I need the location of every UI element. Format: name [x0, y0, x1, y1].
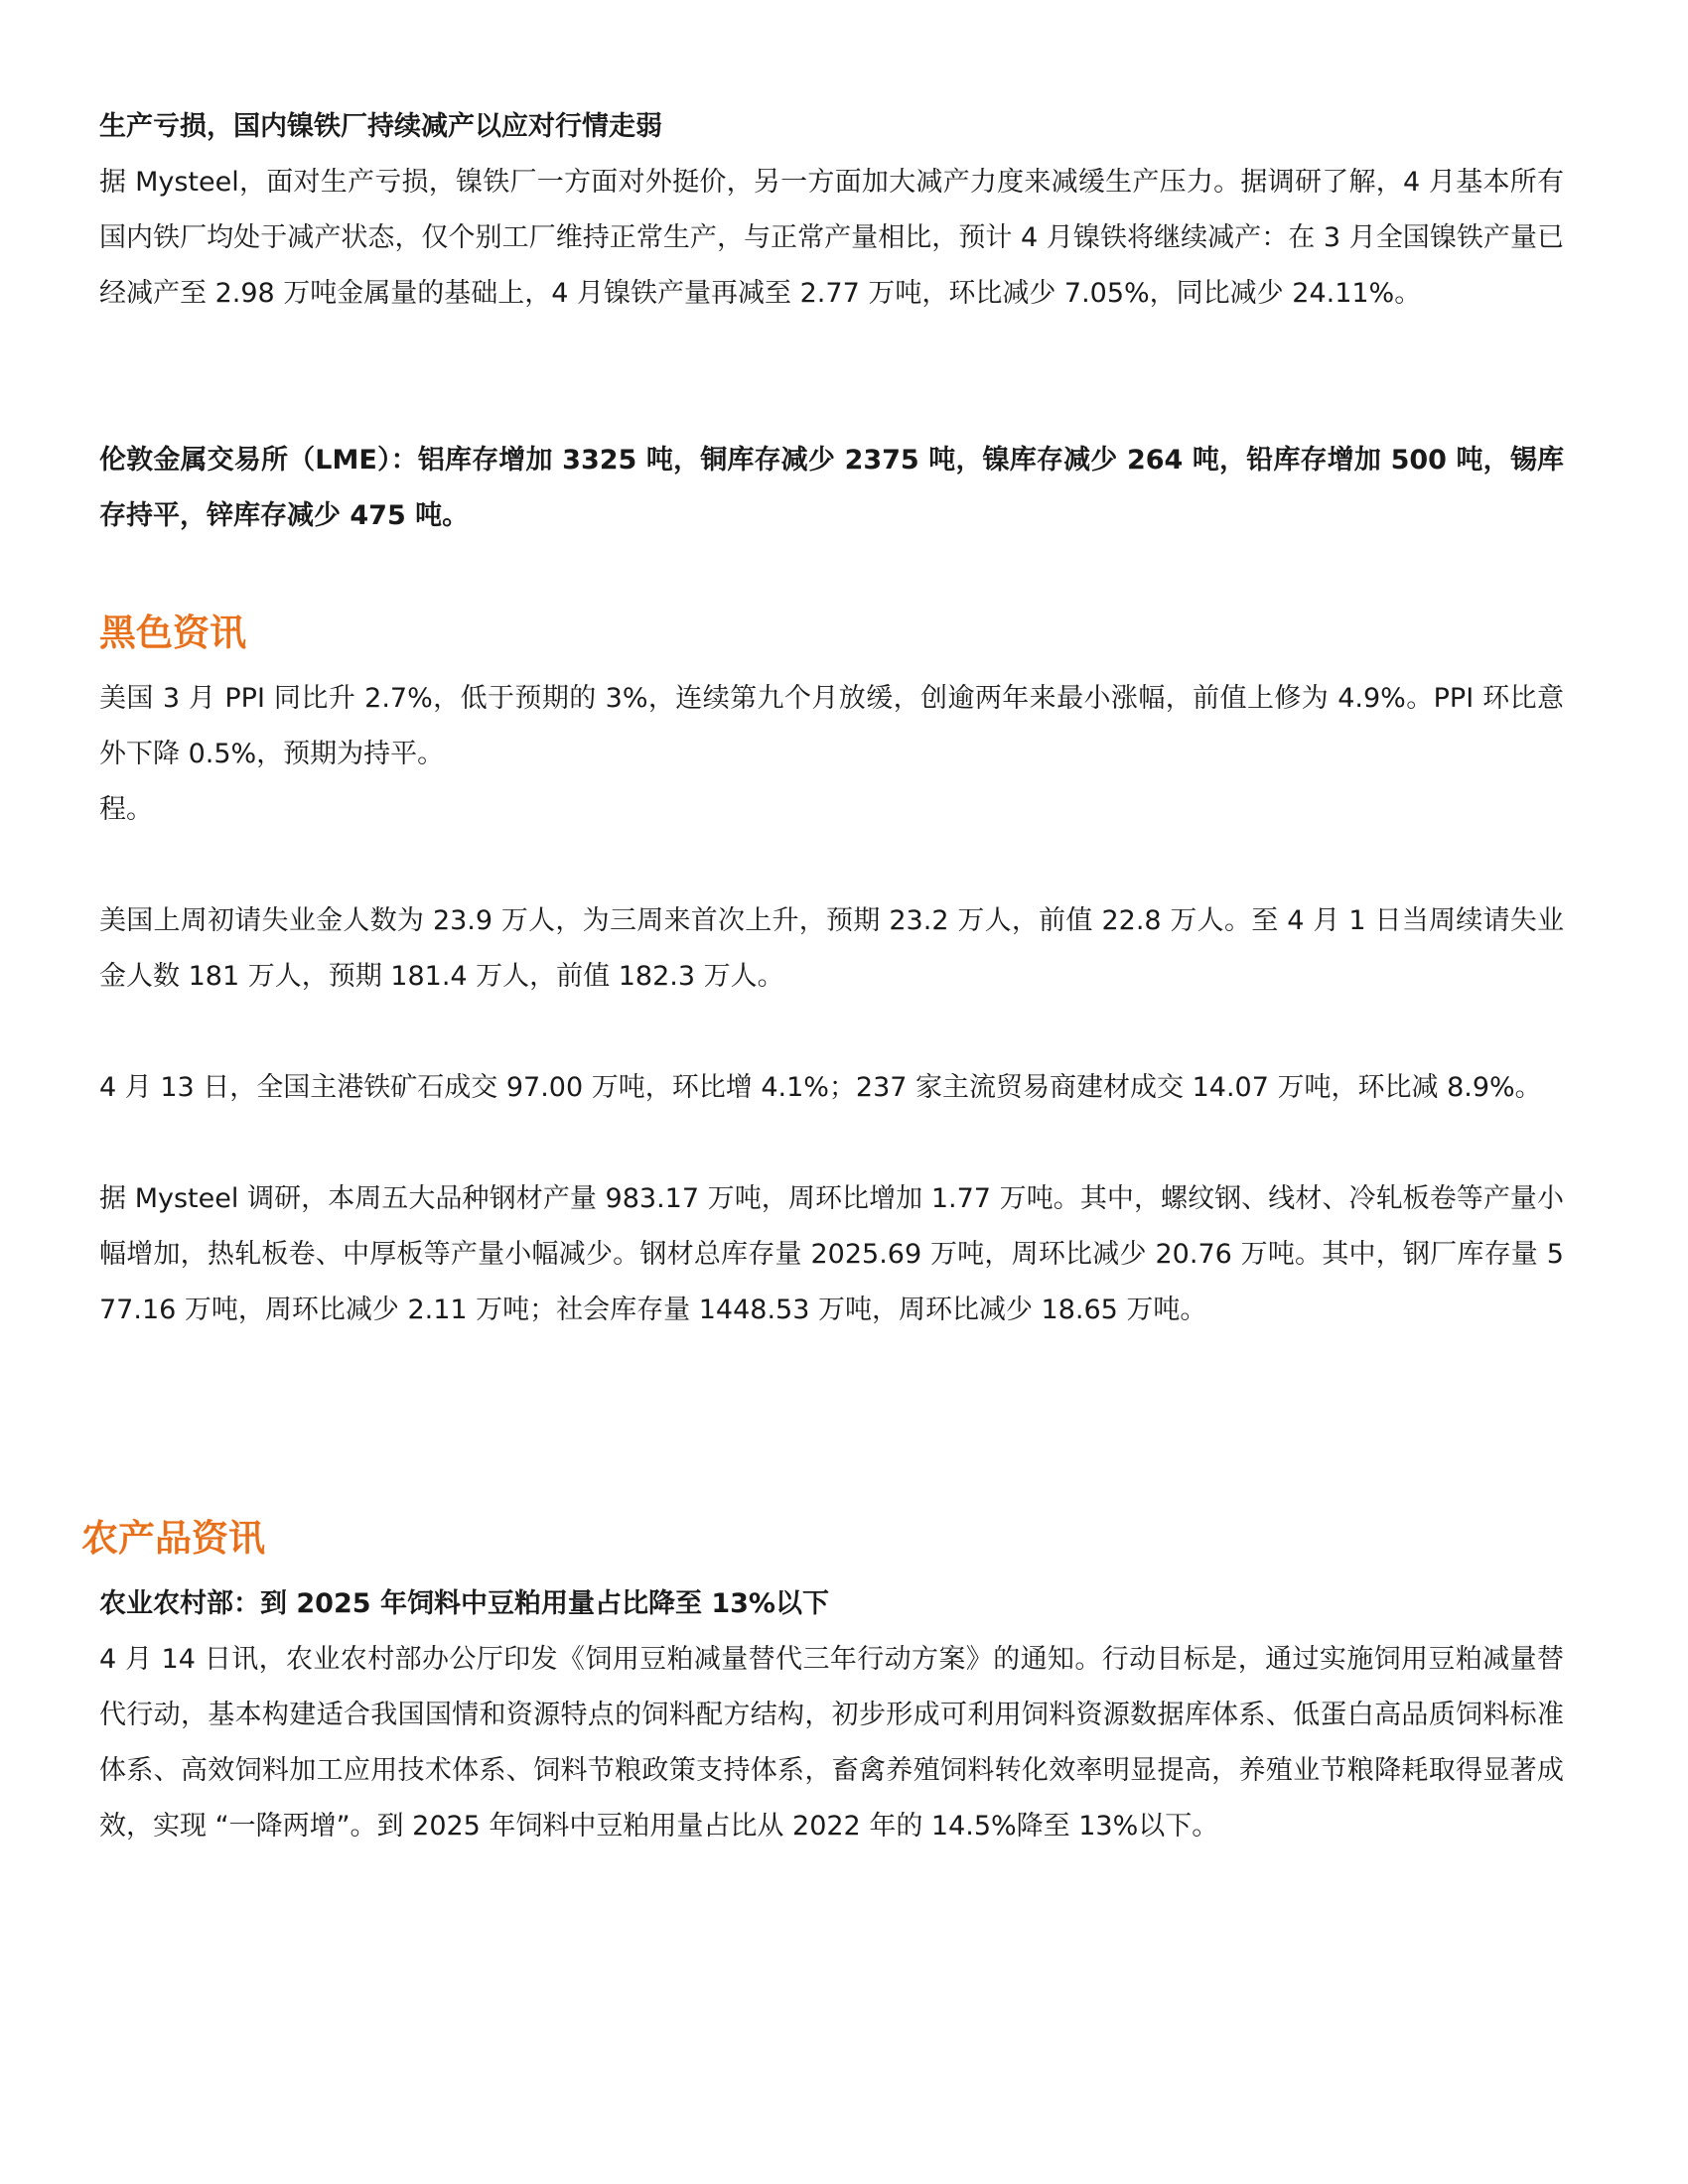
- nickel-paragraph: 据 Mysteel，面对生产亏损，镍铁厂一方面对外挺价，另一方面加大减产力度来减缓生产压力。据调研了解，4 月基本所有国内铁厂均处于减产状态，仅个别工厂维持正常生产，与正常产量相比，预计 4 月镍铁将继续减产：在 3 月全国镍铁产量已经减产至 2.98 万吨金属量的基础上，4 月镍铁产量再减至 2.77 万吨，环比减少 7.05%，同比减少 24.11%。: [99, 167, 1564, 309]
- soymeal-heading: 农业农村部：到 2025 年饲料中豆粕用量占比降至 13%以下: [99, 1588, 829, 1619]
- lme-inventory-summary: 伦敦金属交易所（LME）：铝库存增加 3325 吨，铜库存减少 2375 吨，镍库存减少 264 吨，铅库存增加 500 吨，锡库存持平，锌库存减少 475 吨。: [99, 445, 1564, 531]
- steel-output-paragraph: 据 Mysteel 调研，本周五大品种钢材产量 983.17 万吨，周环比增加 1.77 万吨。其中，螺纹钢、线材、冷轧板卷等产量小幅增加，热轧板卷、中厚板等产量小幅减少。钢材总库存量 2025.69 万吨，周环比减少 20.76 万吨。其中，钢厂库存量 577.16 万吨，周环比减少 2.11 万吨；社会库存量 1448.53 万吨，周环比减少 18.65 万吨。: [99, 1183, 1564, 1325]
- iron-ore-paragraph: 4 月 13 日，全国主港铁矿石成交 97.00 万吨，环比增 4.1%；237 家主流贸易商建材成交 14.07 万吨，环比减 8.9%。: [99, 1072, 1542, 1103]
- nickel-heading: 生产亏损，国内镍铁厂持续减产以应对行情走弱: [99, 111, 662, 142]
- us-jobless-paragraph: 美国上周初请失业金人数为 23.9 万人，为三周来首次上升，预期 23.2 万人，前值 22.8 万人。至 4 月 1 日当周续请失业金人数 181 万人，预期 181.4 万人，前值 182.3 万人。: [99, 905, 1564, 992]
- section-title-agri: 农产品资讯: [81, 1517, 265, 1560]
- us-ppi-paragraph: 美国 3 月 PPI 同比升 2.7%，低于预期的 3%，连续第九个月放缓，创逾两年来最小涨幅，前值上修为 4.9%。PPI 环比意外下降 0.5%，预期为持平。: [99, 683, 1564, 769]
- section-title-black: 黑色资讯: [99, 612, 246, 654]
- soymeal-paragraph: 4 月 14 日讯，农业农村部办公厅印发《饲用豆粕减量替代三年行动方案》的通知。行动目标是，通过实施饲用豆粕减量替代行动，基本构建适合我国国情和资源特点的饲料配方结构，初步形成可利用饲料资源数据库体系、低蛋白高品质饲料标准体系、高效饲料加工应用技术体系、饲料节粮政策支持体系，畜禽养殖饲料转化效率明显提高，养殖业节粮降耗取得显著成效，实现 “一降两增”。到 2025 年饲料中豆粕用量占比从 2022 年的 14.5%降至 13%以下。: [99, 1644, 1564, 1842]
- stray-text-line: 程。: [99, 794, 153, 825]
